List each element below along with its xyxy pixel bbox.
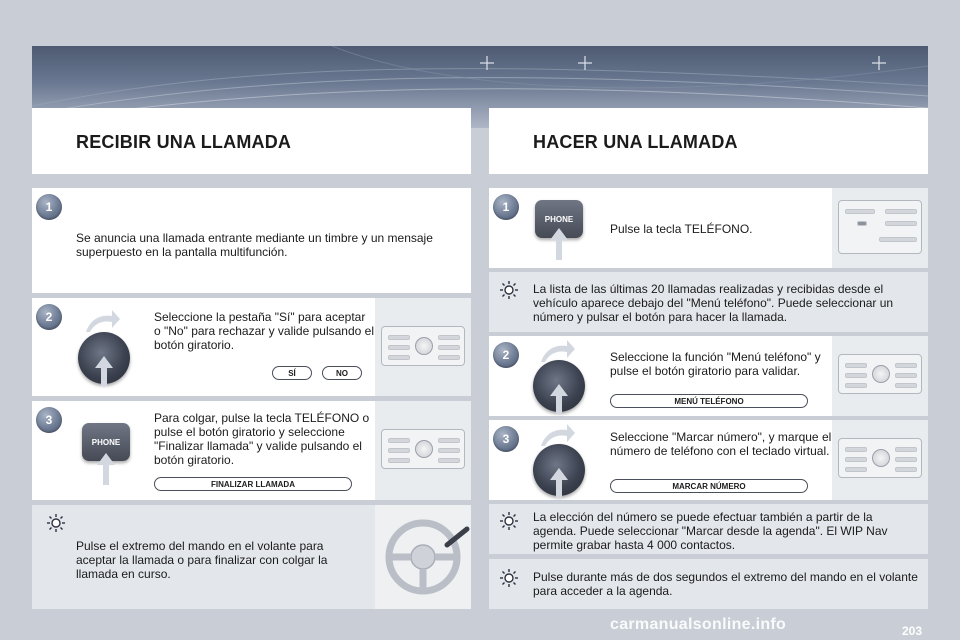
step-number-badge: 2 [36, 304, 62, 330]
phone-key-icon: PHONE [82, 423, 130, 461]
right-section-title: HACER UNA LLAMADA [533, 132, 738, 152]
watermark: carmanualsonline.info [610, 616, 787, 633]
yes-tab[interactable]: SÍ [272, 366, 312, 380]
press-arrow-icon [97, 453, 115, 485]
right-step1-panel [489, 188, 928, 268]
right-step2-panel [489, 336, 928, 416]
radio-unit-illustration [381, 326, 465, 366]
left-step3-panel [32, 401, 471, 500]
lightbulb-icon [499, 280, 519, 300]
right-step3-panel [489, 420, 928, 500]
radio-unit-illustration [838, 354, 922, 394]
no-tab[interactable]: NO [322, 366, 362, 380]
radio-image-area [375, 401, 471, 500]
left-tip-panel [32, 505, 471, 609]
left-section-title: RECIBIR UNA LLAMADA [76, 132, 292, 152]
right-step3-text: Seleccione "Marcar número", y marque el número de teléfono con el teclado virtual. [610, 430, 832, 458]
right-tip2-panel [489, 504, 928, 554]
steering-image-area [375, 505, 471, 609]
press-arrow-icon [550, 228, 568, 260]
radio-unit-illustration [381, 429, 465, 469]
right-tip3-panel [489, 559, 928, 609]
radio-image-area [375, 298, 471, 396]
press-arrow-icon [550, 468, 568, 498]
lightbulb-icon [499, 568, 519, 588]
lightbulb-icon [499, 511, 519, 531]
right-tip2-text: La elección del número se puede efectuar también a partir de la agenda. Puede seleccionar "Marcar desde la agenda". El WIP Nav permite grabar hasta 4 000 contactos. [533, 510, 888, 552]
phone-menu-option[interactable]: MENÚ TELÉFONO [610, 394, 808, 408]
step-number-badge: 1 [36, 194, 62, 220]
radio-unit-illustration [838, 438, 922, 478]
left-title-box [32, 108, 471, 174]
end-call-option[interactable]: FINALIZAR LLAMADA [154, 477, 352, 491]
phone-key-icon: PHONE [535, 200, 583, 238]
dial-number-option[interactable]: MARCAR NÚMERO [610, 479, 808, 493]
radio-image-area [832, 420, 928, 500]
page-number: 203 [901, 624, 922, 638]
lightbulb-icon [46, 513, 66, 533]
press-arrow-icon [95, 356, 113, 386]
left-step2-panel [32, 298, 471, 396]
rotate-arrow-icon [82, 308, 122, 334]
left-step3-text: Para colgar, pulse la tecla TELÉFONO o pulse el botón giratorio y seleccione "Finalizar llamada" y valide pulsando el botón giratorio. [154, 411, 370, 467]
radio-unit-illustration [838, 200, 922, 254]
left-step2-text: Seleccione la pestaña "Sí" para aceptar o "No" para rechazar y valide pulsando el botón giratorio. [154, 310, 374, 352]
right-tip3-text: Pulse durante más de dos segundos el extremo del mando en el volante para acceder a la agenda. [533, 570, 918, 598]
left-tip-text: Pulse el extremo del mando en el volante para aceptar la llamada o para finalizar con colgar la llamada en curso. [76, 539, 328, 581]
left-step1-text: Se anuncia una llamada entrante mediante un timbre y un mensaje superpuesto en la pantalla multifunción. [76, 231, 433, 259]
radio-image-area [832, 336, 928, 416]
steering-wheel-icon [375, 505, 471, 609]
right-step1-text: Pulse la tecla TELÉFONO. [610, 222, 753, 236]
right-tip1-panel [489, 272, 928, 332]
left-step1-panel [32, 188, 471, 293]
step-number-badge: 3 [36, 407, 62, 433]
right-title-box [489, 108, 928, 174]
press-arrow-icon [550, 384, 568, 414]
right-step2-text: Seleccione la función "Menú teléfono" y pulse el botón giratorio para validar. [610, 350, 821, 378]
step-number-badge: 3 [493, 426, 519, 452]
radio-image-area [832, 188, 928, 268]
step-number-badge: 2 [493, 342, 519, 368]
step-number-badge: 1 [493, 194, 519, 220]
right-tip1-text: La lista de las últimas 20 llamadas realizadas y recibidas desde el vehículo aparece debajo del "Menú teléfono". Puede seleccionar un número y pulsar el botón para hacer la llamada. [533, 282, 894, 324]
